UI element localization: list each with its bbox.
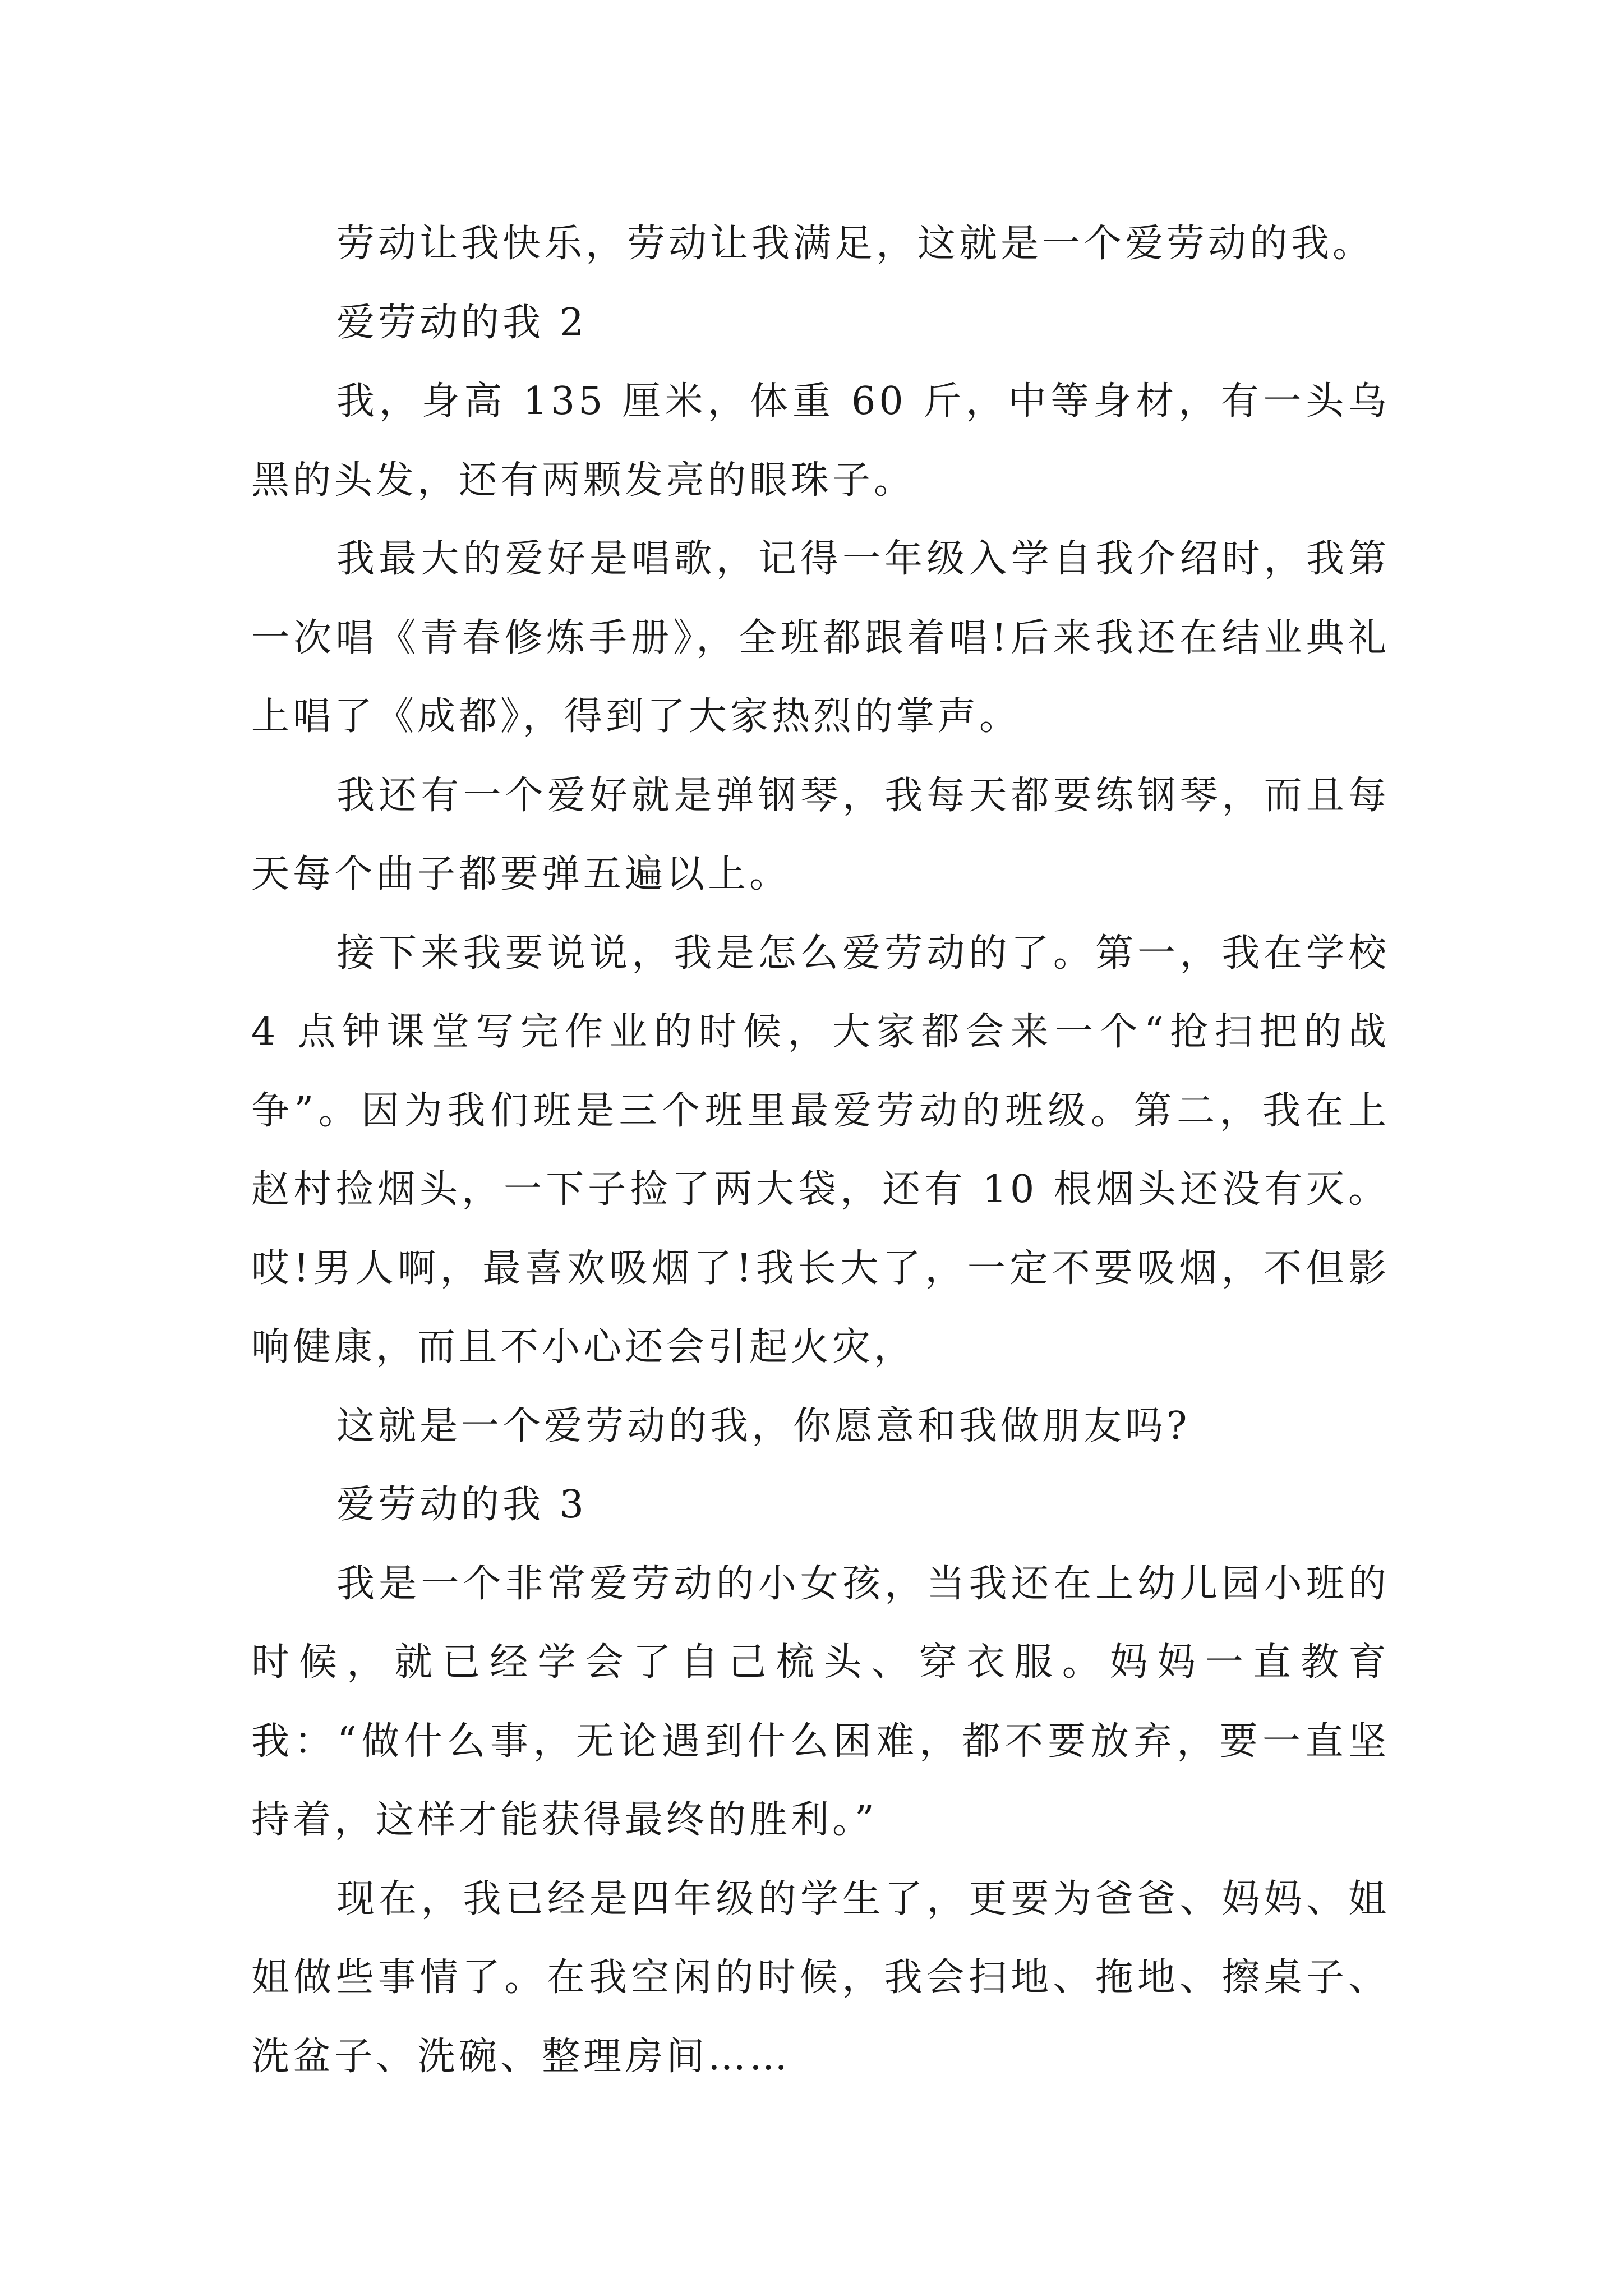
paragraph: 我最大的爱好是唱歌，记得一年级入学自我介绍时，我第一次唱《青春修炼手册》，全班都跟着唱!后来我还在结业典礼上唱了《成都》，得到了大家热烈的掌声。: [251, 537, 1390, 739]
section-title-3: 爱劳动的我 3: [336, 1483, 587, 1527]
paragraph: 我是一个非常爱劳动的小女孩，当我还在上幼儿园小班的时候，就已经学会了自己梳头、穿衣服。妈妈一直教育我：“做什么事，无论遇到什么困难，都不要放弃，要一直坚持着，这样才能获得最终的胜利。”: [251, 1561, 1390, 1842]
closing-line: 劳动让我快乐，劳动让我满足，这就是一个爱劳动的我。: [336, 222, 1375, 266]
paragraph: 现在，我已经是四年级的学生了，更要为爸爸、妈妈、姐姐做些事情了。在我空闲的时候，我会扫地、拖地、擦桌子、洗盆子、洗碗、整理房间……: [251, 1876, 1390, 2079]
paragraph: 接下来我要说说，我是怎么爱劳动的了。第一，我在学校 4 点钟课堂写完作业的时候，大家都会来一个“抢扫把的战争”。因为我们班是三个班里最爱劳动的班级。第二，我在上赵村捡烟头，一下子捡了两大袋，还有 10 根烟头还没有灭。哎!男人啊，最喜欢吸烟了!我长大了，一定不要吸烟，不但影响健康，而且不小心还会引起火灾，: [251, 931, 1390, 1369]
document-body: [251, 205, 1390, 2096]
paragraph: 我，身高 135 厘米，体重 60 斤，中等身材，有一头乌黑的头发，还有两颗发亮的眼珠子。: [251, 379, 1390, 503]
section-title-2: 爱劳动的我 2: [336, 300, 587, 345]
paragraph: 我还有一个爱好就是弹钢琴，我每天都要练钢琴，而且每天每个曲子都要弹五遍以上。: [251, 773, 1390, 896]
paragraph: 这就是一个爱劳动的我，你愿意和我做朋友吗?: [336, 1404, 1191, 1448]
